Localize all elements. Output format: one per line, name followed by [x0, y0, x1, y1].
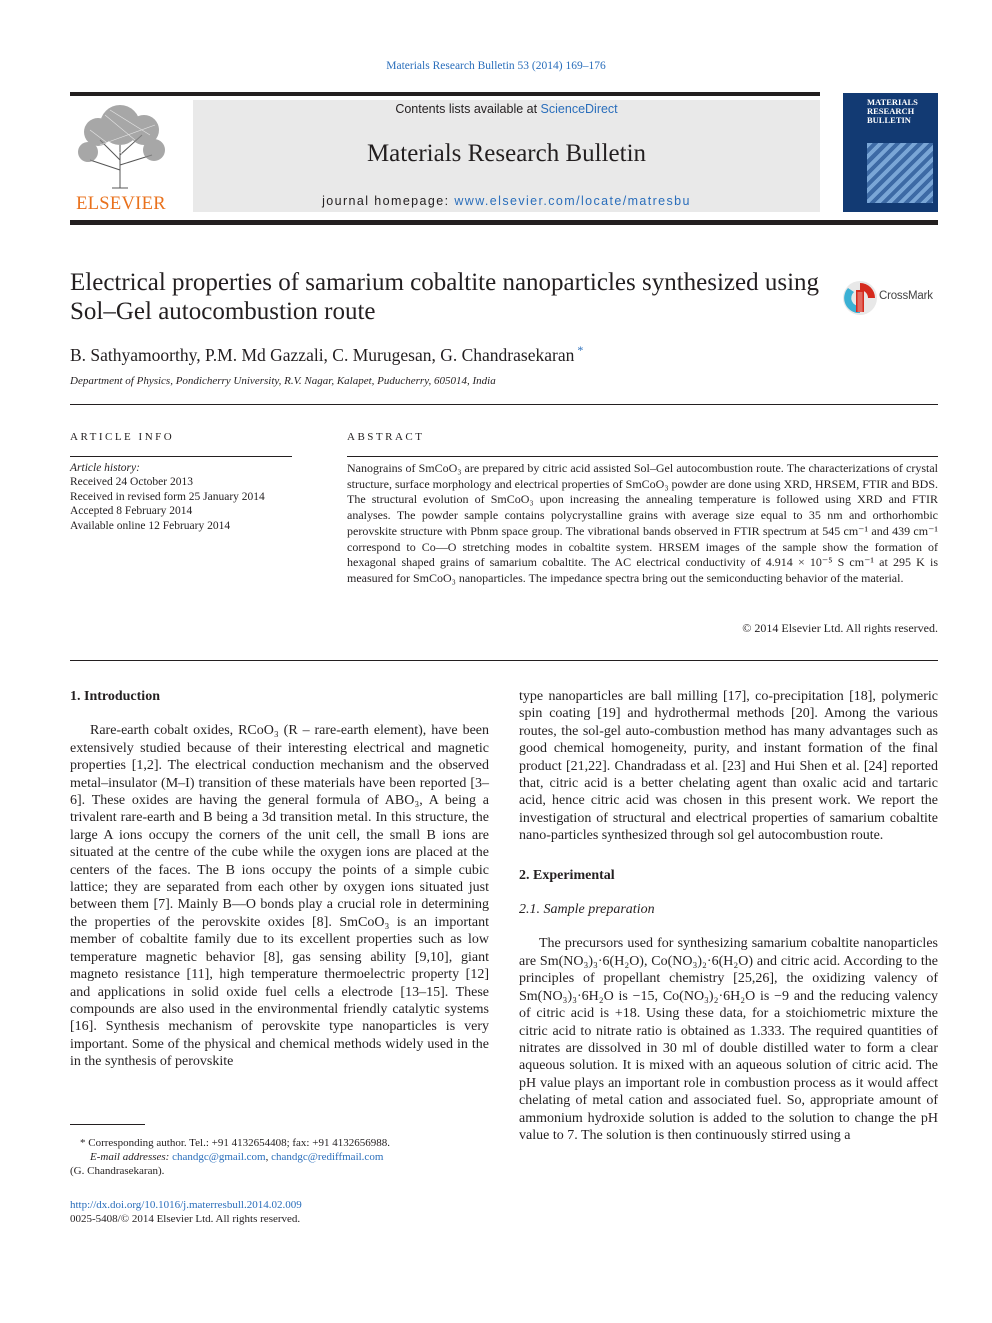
- article-info-heading: ARTICLE INFO: [70, 431, 175, 443]
- abstract-text: Nanograins of SmCoO₃ are prepared by citric acid assisted Sol–Gel autocombustion route. The characterizations of crystal structure, surface morphology and electrical properties of SmCoO₃ powder are done using XRD, HRSEM, FTIR and BDS. The structural evolution of SmCoO₃ upon increasing the annealing temperature is followed using XRD and FTIR analyses. The powder sample contains polycrystalline grains with average size equal to 35 nm and orthorhombic perovskite structure with Pbnm space group. The vibrational bands observed in FTIR spectrum at 545 cm⁻¹ and 439 cm⁻¹ correspond to Co—O stretching modes in cobaltite system. HRSEM images of the sample show the formation of hexagonal shaped grains of samarium cobaltite. The AC electrical conductivity of 4.914 × 10⁻⁵ S cm⁻¹ at 295 K is measured for SmCoO₃ nanoparticles. The impedance spectra bring out the semiconducting behavior of the material.: [347, 461, 938, 585]
- section-heading-experimental: 2. Experimental: [519, 867, 615, 883]
- footnote: [70, 1136, 490, 1178]
- footnote-rule: [70, 1124, 145, 1125]
- doi-link[interactable]: http://dx.doi.org/10.1016/j.materresbull.2014.02.009: [70, 1199, 302, 1211]
- history-revised: Received in revised form 25 January 2014: [70, 490, 265, 503]
- history-accepted: Accepted 8 February 2014: [70, 505, 193, 518]
- email-link-2[interactable]: chandgc@rediffmail.com: [271, 1151, 384, 1163]
- abstract-heading: ABSTRACT: [347, 431, 425, 443]
- email-separator: ,: [265, 1151, 272, 1163]
- corresponding-author-mark[interactable]: *: [577, 343, 584, 357]
- email-link-1[interactable]: chandgc@gmail.com: [172, 1151, 266, 1163]
- corresponding-author-note: * Corresponding author. Tel.: +91 4132654408; fax: +91 4132656988.: [80, 1137, 390, 1149]
- crossmark-label[interactable]: CrossMark: [879, 290, 933, 302]
- abstract-copyright: © 2014 Elsevier Ltd. All rights reserved.: [742, 621, 938, 635]
- body-right-column: [519, 688, 938, 1144]
- article-history: [70, 461, 300, 533]
- article-title: Electrical properties of samarium cobaltite nanoparticles synthesized using Sol–Gel autocombustion route: [70, 269, 820, 325]
- cover-image: [867, 143, 933, 203]
- experimental-paragraph-1: The precursors used for synthesizing samarium cobaltite nanoparticles are Sm(NO₃)₃·6(H₂O), Co(NO₃)₂·6(H₂O) and citric acid. According to the principles of propellant chemistry [25,26], the oxidizing valency of Sm(NO₃)₃·6H₂O is −15, Co(NO₃)₂·6H₂O is −9 and the reducing valency of citric acid is +18. Using these data, for a stoichiometric mixture the citric acid to nitrate ratio is obtained as 1.333. The required quantities of nitrates are dissolved in 30 ml of double distilled water to form a clear aqueous solution. It is mixed with an aqueous solution of citric acid. The pH value plays an important role in combustion process as it would affect chelating of metal cation and associated fuel. So, appropriate amount of ammonium hydroxide solution is added to the solution to change the pH value to 7. The solution is then continuously stirred using a: [519, 936, 938, 1143]
- intro-paragraph-1: Rare-earth cobalt oxides, RCoO₃ (R – rare-earth element), have been extensively studied because of their interesting electrical and magnetic properties [1,2]. The electrical conduction mechanism and the observed metal–insulator (M–I) transition of these materials have been reported [3–6]. These oxides are having the general formula of ABO₃, A being a trivalent rare-earth and B being a 3d transition metal. In this structure, the large A ions occupy the corners of the unit cell, the small B ions are situated at the centre of the cube while the oxygen ions are placed at the centers of the faces. The B ions occupy the points of a simple cubic lattice; they are separated from each other by oxygen ions situated just between them [7]. Mainly B—O bonds play a crucial role in determining the properties of the perovskite oxides [8]. SmCoO₃ is an important member of cobaltite family due to its excellent properties such as low temperature magnetic behavior [8], gas sensing ability [9,10], giant magneto resistance [11], high temperature thermoelectric property [12] and applications in solid oxide fuel cells a electrode [13–15]. These compounds are also used in the environmental friendly catalytic systems [16]. Synthesis mechanism of perovskite type nanoparticles is very important. Some of the physical and chemical methods widely used in the in the synthesis of perovskite: [70, 723, 489, 1070]
- section-heading-introduction: 1. Introduction: [70, 689, 160, 704]
- history-online: Available online 12 February 2014: [70, 519, 231, 532]
- history-label: Article history:: [70, 462, 140, 474]
- journal-citation[interactable]: Materials Research Bulletin 53 (2014) 169–176: [386, 60, 606, 72]
- homepage-prefix: journal homepage:: [322, 194, 455, 208]
- body-left-column: [70, 688, 489, 1071]
- abstract-bottom-rule: [70, 660, 938, 661]
- journal-cover-thumbnail[interactable]: [843, 93, 938, 212]
- header-bottom-rule: [70, 220, 938, 225]
- crossmark-icon: [840, 278, 880, 318]
- abstract-rule: [347, 456, 938, 457]
- email-label: E-mail addresses:: [90, 1151, 173, 1163]
- history-received: Received 24 October 2013: [70, 476, 193, 489]
- header-top-rule: [70, 92, 820, 96]
- intro-continued: type nanoparticles are ball milling [17], co-precipitation [18], polymeric spin coating [19] and hydrothermal methods [20]. Among the various routes, the sol-gel auto-combustion method has many advantages such as good chemical homogeneity, purity, and instant formation of the final product [21,22]. Chandradass et al. [23] and Hui Shen et al. [24] reported that, citric acid is a better chelating agent than oxalic acid and tartaric acid, hence citric acid was chosen in this present work. We report the investigation of structural and electrical properties of samarium cobaltite nano-particles synthesized through sol gel autocombustion route.: [519, 689, 938, 844]
- elsevier-wordmark: ELSEVIER: [76, 194, 166, 214]
- authors-text: B. Sathyamoorthy, P.M. Md Gazzali, C. Murugesan, G. Chandrasekaran: [70, 344, 575, 365]
- author-list: [70, 343, 583, 366]
- affiliation: Department of Physics, Pondicherry University, R.V. Nagar, Kalapet, Puducherry, 605014, India: [70, 375, 496, 387]
- homepage-link[interactable]: www.elsevier.com/locate/matresbu: [454, 194, 691, 208]
- contents-prefix: Contents lists available at: [395, 102, 541, 116]
- footnote-author-name: (G. Chandrasekaran).: [70, 1165, 165, 1177]
- journal-homepage: [193, 194, 820, 208]
- issn-copyright: 0025-5408/© 2014 Elsevier Ltd. All rights reserved.: [70, 1213, 301, 1225]
- doi-block: [70, 1198, 302, 1226]
- title-bottom-rule: [70, 404, 938, 405]
- subsection-heading-sample-preparation: 2.1. Sample preparation: [519, 902, 655, 918]
- contents-line: [193, 102, 820, 116]
- cover-title: MATERIALS RESEARCH BULLETIN: [867, 97, 918, 125]
- journal-name: Materials Research Bulletin: [366, 140, 647, 167]
- article-info-rule: [70, 456, 292, 457]
- email-line: [70, 1150, 490, 1164]
- sciencedirect-link[interactable]: ScienceDirect: [540, 102, 618, 116]
